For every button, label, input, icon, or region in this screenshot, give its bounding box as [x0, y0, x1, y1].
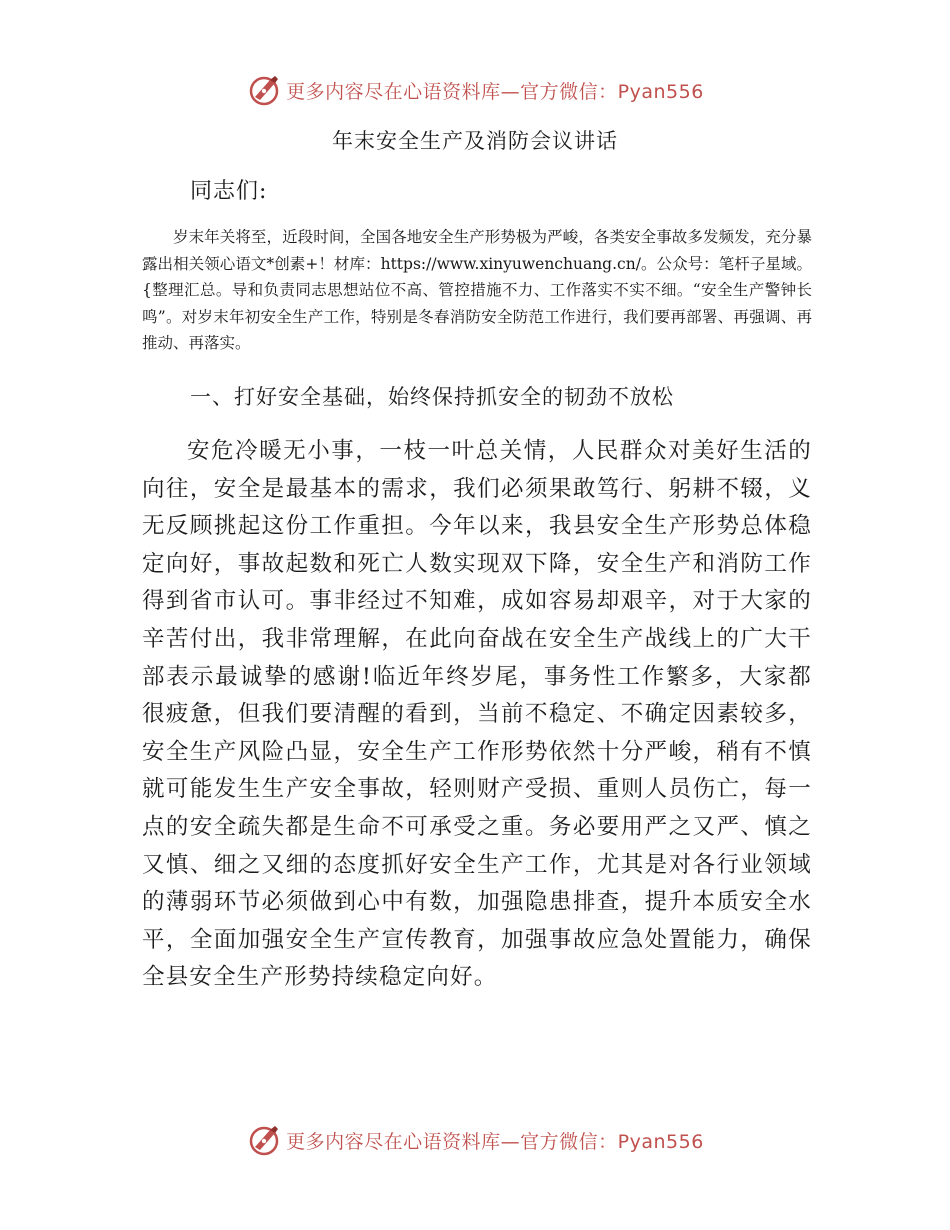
watermark-text: 更多内容尽在心语资料库—官方微信：Pyan556	[286, 1130, 704, 1153]
body-paragraph: 安危冷暖无小事，一枝一叶总关情，人民群众对美好生活的向往，安全是最基本的需求，我们必须果敢笃行、躬耕不辍，义无反顾挑起这份工作重担。今年以来，我县安全生产形势总体稳定向好，事故起数和死亡人数实现双下降，安全生产和消防工作得到省市认可。事非经过不知难，成如容易却艰辛，对于大家的辛苦付出，我非常理解，在此向奋战在安全生产战线上的广大干部表示最诚挚的感谢!临近年终岁尾，事务性工作繁多，大家都很疲惫，但我们要清醒的看到，当前不稳定、不确定因素较多，安全生产风险凸显，安全生产工作形势依然十分严峻，稍有不慎就可能发生生产安全事故，轻则财产受损、重则人员伤亡，每一点的安全疏失都是生命不可承受之重。务必要用严之又严、慎之又慎、细之又细的态度抓好安全生产工作，尤其是对各行业领域的薄弱环节必须做到心中有数，加强隐患排查，提升本质安全水平，全面加强安全生产宣传教育，加强事故应急处置能力，确保全县安全生产形势持续稳定向好。	[142, 438, 812, 991]
document-title: 年末安全生产及消防会议讲话	[332, 129, 618, 153]
section-heading: 一、打好安全基础，始终保持抓安全的韧劲不放松	[190, 385, 674, 409]
pen-nib-circle-icon	[246, 72, 282, 108]
watermark-text: 更多内容尽在心语资料库—官方微信：Pyan556	[286, 80, 704, 103]
intro-paragraph: 岁末年关将至，近段时间，全国各地安全生产形势极为严峻，各类安全事故多发频发，充分暴露出相关领心语文*创素+！材库：https://www.xinyuwenchuang.cn/。公众号：笔杆子星域。{整理汇总。导和负责同志思想站位不高、管控措施不力、工作落实不实不细。“安全生产警钟长鸣”。对岁末年初安全生产工作，特别是冬春消防安全防范工作进行，我们要再部署、再强调、再推动、再落实。	[142, 228, 812, 352]
watermark-banner-bottom	[0, 1120, 950, 1160]
salutation: 同志们:	[190, 179, 268, 204]
watermark-banner-top	[0, 70, 950, 110]
pen-nib-circle-icon	[246, 1122, 282, 1158]
